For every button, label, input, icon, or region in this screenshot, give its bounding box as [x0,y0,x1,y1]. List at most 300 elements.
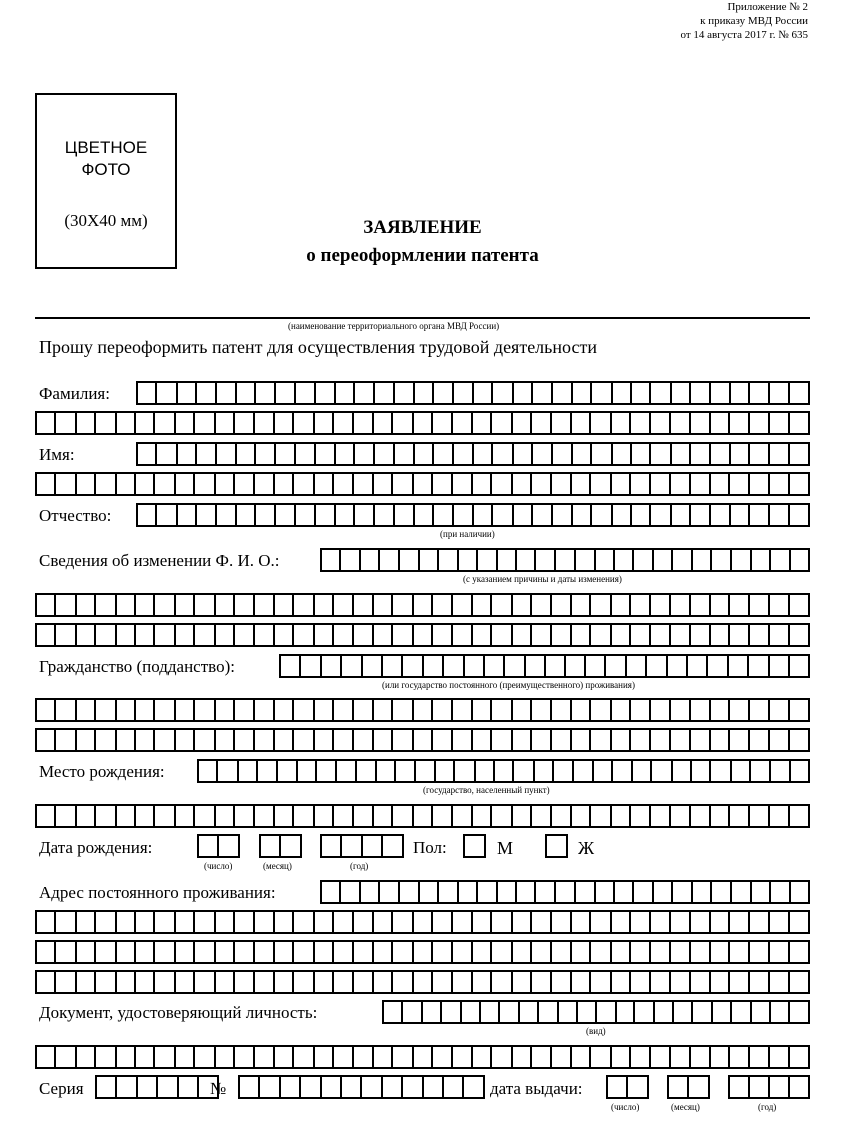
char-cell[interactable] [335,759,356,783]
char-cell[interactable] [391,472,413,496]
char-cell[interactable] [649,698,671,722]
char-cell[interactable] [254,381,276,405]
char-cell[interactable] [136,442,157,466]
char-cell[interactable] [490,623,512,647]
char-cell[interactable] [412,593,433,617]
char-cell[interactable] [511,472,532,496]
char-cell[interactable] [174,593,195,617]
char-cell[interactable] [54,411,76,435]
char-cell[interactable] [748,728,770,752]
char-cell[interactable] [629,593,650,617]
char-cell[interactable] [570,940,591,964]
char-cell[interactable] [589,1045,611,1069]
char-cell[interactable] [273,728,294,752]
char-cell[interactable] [94,411,116,435]
char-cell[interactable] [571,381,592,405]
char-cell[interactable] [217,834,240,858]
birth-month-cells[interactable] [259,834,302,858]
char-cell[interactable] [669,593,690,617]
char-cell[interactable] [393,503,415,527]
char-cell[interactable] [670,442,691,466]
char-cell[interactable] [214,411,235,435]
char-cell[interactable] [174,472,195,496]
char-cell[interactable] [728,1075,750,1099]
char-cell[interactable] [711,1000,732,1024]
char-cell[interactable] [353,503,375,527]
char-cell[interactable] [748,411,770,435]
char-cell[interactable] [174,804,195,828]
char-cell[interactable] [372,472,393,496]
char-cell[interactable] [253,940,275,964]
char-cell[interactable] [471,970,492,994]
char-cell[interactable] [709,910,730,934]
char-cell[interactable] [315,759,337,783]
char-cell[interactable] [592,759,613,783]
char-cell[interactable] [649,970,671,994]
char-cell[interactable] [471,910,492,934]
birth-day-cells[interactable] [197,834,240,858]
char-cell[interactable] [372,698,393,722]
char-cell[interactable] [413,503,434,527]
char-cell[interactable] [552,759,574,783]
char-cell[interactable] [606,1075,628,1099]
char-cell[interactable] [431,698,452,722]
char-cell[interactable] [451,411,473,435]
char-cell[interactable] [471,623,492,647]
char-cell[interactable] [645,654,668,678]
char-cell[interactable] [671,548,693,572]
char-cell[interactable] [153,910,175,934]
char-cell[interactable] [537,1000,559,1024]
char-cell[interactable] [670,381,691,405]
char-cell[interactable] [35,698,56,722]
char-cell[interactable] [174,1045,195,1069]
address-cells-row4[interactable] [35,970,810,994]
id-document-cells[interactable] [382,1000,810,1024]
number-cells[interactable] [238,1075,485,1099]
char-cell[interactable] [629,970,650,994]
char-cell[interactable] [649,804,671,828]
char-cell[interactable] [412,698,433,722]
char-cell[interactable] [650,759,672,783]
char-cell[interactable] [233,623,254,647]
char-cell[interactable] [611,442,632,466]
surname-cells-row2[interactable] [35,411,810,435]
char-cell[interactable] [490,1045,512,1069]
char-cell[interactable] [669,804,690,828]
char-cell[interactable] [292,411,314,435]
char-cell[interactable] [153,728,175,752]
char-cell[interactable] [709,381,730,405]
char-cell[interactable] [589,910,611,934]
char-cell[interactable] [451,728,473,752]
char-cell[interactable] [557,1000,578,1024]
char-cell[interactable] [313,698,334,722]
char-cell[interactable] [340,654,363,678]
fio-change-cells-row2[interactable] [35,593,810,617]
surname-cells[interactable] [136,381,810,405]
char-cell[interactable] [768,623,789,647]
char-cell[interactable] [574,880,596,904]
char-cell[interactable] [320,880,341,904]
sex-male-checkbox[interactable] [463,834,486,858]
char-cell[interactable] [273,1045,294,1069]
char-cell[interactable] [453,759,475,783]
char-cell[interactable] [54,970,76,994]
char-cell[interactable] [689,970,711,994]
char-cell[interactable] [471,411,492,435]
fio-change-cells-row3[interactable] [35,623,810,647]
char-cell[interactable] [94,728,116,752]
char-cell[interactable] [788,1000,810,1024]
char-cell[interactable] [649,940,671,964]
char-cell[interactable] [768,728,789,752]
char-cell[interactable] [788,1075,810,1099]
char-cell[interactable] [174,728,195,752]
char-cell[interactable] [610,623,631,647]
char-cell[interactable] [604,654,627,678]
char-cell[interactable] [197,759,218,783]
char-cell[interactable] [789,759,810,783]
char-cell[interactable] [689,804,711,828]
char-cell[interactable] [153,411,175,435]
char-cell[interactable] [610,472,631,496]
char-cell[interactable] [134,623,155,647]
char-cell[interactable] [418,880,439,904]
char-cell[interactable] [156,1075,179,1099]
char-cell[interactable] [431,623,452,647]
char-cell[interactable] [788,654,810,678]
char-cell[interactable] [629,1045,650,1069]
char-cell[interactable] [550,623,572,647]
char-cell[interactable] [313,804,334,828]
char-cell[interactable] [490,970,512,994]
char-cell[interactable] [153,940,175,964]
char-cell[interactable] [253,804,275,828]
char-cell[interactable] [279,1075,301,1099]
char-cell[interactable] [496,548,517,572]
char-cell[interactable] [214,728,235,752]
char-cell[interactable] [214,472,235,496]
char-cell[interactable] [422,654,444,678]
char-cell[interactable] [667,1075,689,1099]
char-cell[interactable] [134,910,155,934]
name-cells-row2[interactable] [35,472,810,496]
char-cell[interactable] [134,940,155,964]
char-cell[interactable] [689,472,711,496]
char-cell[interactable] [590,442,612,466]
char-cell[interactable] [134,728,155,752]
char-cell[interactable] [511,804,532,828]
char-cell[interactable] [571,442,592,466]
char-cell[interactable] [574,548,596,572]
char-cell[interactable] [253,472,275,496]
char-cell[interactable] [728,593,749,617]
char-cell[interactable] [75,1045,96,1069]
char-cell[interactable] [490,411,512,435]
char-cell[interactable] [451,804,473,828]
char-cell[interactable] [564,654,586,678]
char-cell[interactable] [610,411,631,435]
char-cell[interactable] [332,472,353,496]
char-cell[interactable] [451,593,473,617]
char-cell[interactable] [332,593,353,617]
char-cell[interactable] [649,1045,671,1069]
char-cell[interactable] [35,411,56,435]
char-cell[interactable] [153,1045,175,1069]
char-cell[interactable] [332,910,353,934]
char-cell[interactable] [788,381,810,405]
char-cell[interactable] [530,623,551,647]
char-cell[interactable] [193,970,215,994]
char-cell[interactable] [589,623,611,647]
char-cell[interactable] [689,728,711,752]
char-cell[interactable] [788,1045,810,1069]
char-cell[interactable] [649,442,671,466]
char-cell[interactable] [652,548,673,572]
char-cell[interactable] [94,940,116,964]
char-cell[interactable] [748,623,770,647]
char-cell[interactable] [332,698,353,722]
char-cell[interactable] [235,503,256,527]
char-cell[interactable] [372,593,393,617]
char-cell[interactable] [629,623,650,647]
char-cell[interactable] [788,442,810,466]
char-cell[interactable] [75,411,96,435]
char-cell[interactable] [431,910,452,934]
char-cell[interactable] [94,1045,116,1069]
char-cell[interactable] [748,910,770,934]
sex-female-checkbox[interactable] [545,834,568,858]
char-cell[interactable] [253,1045,275,1069]
name-cells[interactable] [136,442,810,466]
char-cell[interactable] [193,623,215,647]
char-cell[interactable] [491,442,513,466]
char-cell[interactable] [491,503,513,527]
char-cell[interactable] [471,940,492,964]
char-cell[interactable] [669,698,690,722]
char-cell[interactable] [728,1045,749,1069]
char-cell[interactable] [530,940,551,964]
char-cell[interactable] [709,442,730,466]
char-cell[interactable] [788,623,810,647]
char-cell[interactable] [610,728,631,752]
char-cell[interactable] [381,654,403,678]
char-cell[interactable] [54,804,76,828]
char-cell[interactable] [595,1000,617,1024]
char-cell[interactable] [174,698,195,722]
issue-day-cells[interactable] [606,1075,649,1099]
char-cell[interactable] [728,804,749,828]
char-cell[interactable] [471,698,492,722]
char-cell[interactable] [498,1000,520,1024]
char-cell[interactable] [610,1045,631,1069]
char-cell[interactable] [590,381,612,405]
char-cell[interactable] [691,1000,713,1024]
char-cell[interactable] [214,804,235,828]
char-cell[interactable] [551,442,573,466]
char-cell[interactable] [748,1045,770,1069]
char-cell[interactable] [373,381,394,405]
char-cell[interactable] [314,381,335,405]
char-cell[interactable] [54,593,76,617]
char-cell[interactable] [294,442,316,466]
char-cell[interactable] [294,381,316,405]
char-cell[interactable] [768,503,789,527]
char-cell[interactable] [706,654,729,678]
char-cell[interactable] [352,970,374,994]
char-cell[interactable] [689,411,711,435]
char-cell[interactable] [610,698,631,722]
char-cell[interactable] [511,411,532,435]
char-cell[interactable] [490,593,512,617]
char-cell[interactable] [353,381,375,405]
char-cell[interactable] [214,623,235,647]
char-cell[interactable] [490,804,512,828]
char-cell[interactable] [115,940,136,964]
char-cell[interactable] [155,503,177,527]
char-cell[interactable] [292,593,314,617]
char-cell[interactable] [768,970,789,994]
char-cell[interactable] [431,593,452,617]
char-cell[interactable] [511,623,532,647]
char-cell[interactable] [174,623,195,647]
char-cell[interactable] [479,1000,500,1024]
char-cell[interactable] [352,910,374,934]
char-cell[interactable] [193,910,215,934]
char-cell[interactable] [729,381,750,405]
char-cell[interactable] [431,804,452,828]
char-cell[interactable] [511,593,532,617]
char-cell[interactable] [471,593,492,617]
char-cell[interactable] [442,1075,464,1099]
char-cell[interactable] [727,654,749,678]
char-cell[interactable] [412,970,433,994]
char-cell[interactable] [689,910,711,934]
char-cell[interactable] [613,880,634,904]
char-cell[interactable] [512,503,533,527]
char-cell[interactable] [193,472,215,496]
char-cell[interactable] [710,880,731,904]
char-cell[interactable] [273,698,294,722]
char-cell[interactable] [550,698,572,722]
char-cell[interactable] [115,970,136,994]
char-cell[interactable] [630,381,651,405]
char-cell[interactable] [550,1045,572,1069]
char-cell[interactable] [296,759,317,783]
char-cell[interactable] [153,472,175,496]
char-cell[interactable] [457,548,478,572]
char-cell[interactable] [649,381,671,405]
char-cell[interactable] [153,623,175,647]
char-cell[interactable] [550,728,572,752]
series-cells[interactable] [95,1075,219,1099]
char-cell[interactable] [237,759,258,783]
char-cell[interactable] [35,1045,56,1069]
char-cell[interactable] [339,880,361,904]
char-cell[interactable] [750,880,771,904]
char-cell[interactable] [134,411,155,435]
char-cell[interactable] [176,503,197,527]
char-cell[interactable] [472,503,493,527]
char-cell[interactable] [176,442,197,466]
char-cell[interactable] [728,472,749,496]
char-cell[interactable] [174,910,195,934]
char-cell[interactable] [457,880,478,904]
char-cell[interactable] [748,1075,770,1099]
char-cell[interactable] [576,1000,597,1024]
char-cell[interactable] [398,548,419,572]
char-cell[interactable] [115,1075,138,1099]
char-cell[interactable] [352,1045,374,1069]
char-cell[interactable] [273,970,294,994]
char-cell[interactable] [471,728,492,752]
char-cell[interactable] [728,623,749,647]
char-cell[interactable] [378,548,400,572]
char-cell[interactable] [233,1045,254,1069]
char-cell[interactable] [749,759,771,783]
char-cell[interactable] [452,442,474,466]
char-cell[interactable] [54,728,76,752]
char-cell[interactable] [352,623,374,647]
char-cell[interactable] [625,654,647,678]
char-cell[interactable] [686,654,708,678]
char-cell[interactable] [359,548,380,572]
char-cell[interactable] [530,910,551,934]
char-cell[interactable] [195,381,217,405]
char-cell[interactable] [652,880,673,904]
char-cell[interactable] [313,623,334,647]
issue-month-cells[interactable] [667,1075,710,1099]
id-document-cells-row2[interactable] [35,1045,810,1069]
char-cell[interactable] [550,940,572,964]
char-cell[interactable] [709,503,730,527]
char-cell[interactable] [590,503,612,527]
char-cell[interactable] [610,940,631,964]
char-cell[interactable] [571,503,592,527]
char-cell[interactable] [689,442,711,466]
char-cell[interactable] [340,834,363,858]
char-cell[interactable] [451,472,473,496]
char-cell[interactable] [401,1075,424,1099]
char-cell[interactable] [512,381,533,405]
char-cell[interactable] [687,1075,710,1099]
char-cell[interactable] [490,910,512,934]
char-cell[interactable] [233,910,254,934]
char-cell[interactable] [294,503,316,527]
char-cell[interactable] [534,548,556,572]
char-cell[interactable] [320,834,342,858]
char-cell[interactable] [176,381,197,405]
char-cell[interactable] [709,759,731,783]
char-cell[interactable] [533,759,554,783]
address-cells[interactable] [320,880,810,904]
char-cell[interactable] [75,970,96,994]
char-cell[interactable] [195,503,217,527]
char-cell[interactable] [253,593,275,617]
char-cell[interactable] [256,759,278,783]
address-cells-row2[interactable] [35,910,810,934]
char-cell[interactable] [729,442,750,466]
char-cell[interactable] [550,910,572,934]
char-cell[interactable] [273,472,294,496]
char-cell[interactable] [789,880,810,904]
char-cell[interactable] [472,442,493,466]
char-cell[interactable] [728,940,749,964]
char-cell[interactable] [768,411,789,435]
char-cell[interactable] [391,1045,413,1069]
char-cell[interactable] [788,910,810,934]
